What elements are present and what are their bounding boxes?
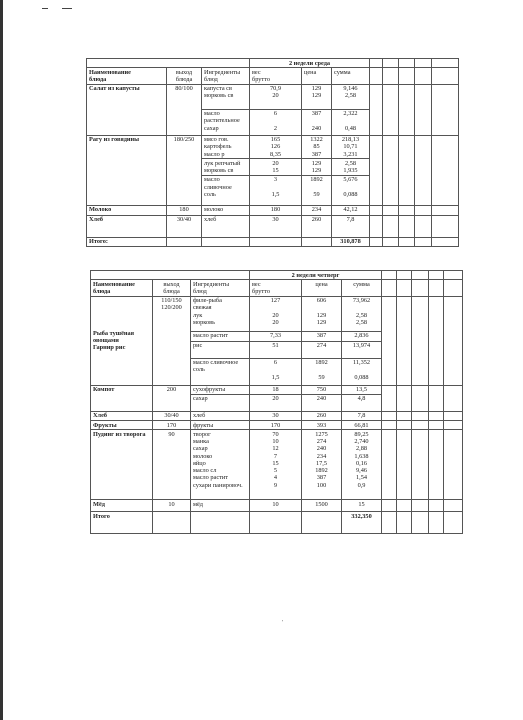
- ingredient: рис: [191, 341, 250, 358]
- dish-yield: 30/40: [153, 411, 191, 420]
- dish-name: Рагу из говядины: [87, 135, 167, 205]
- price: 1322 85 387: [302, 135, 332, 159]
- sum: 66,81: [342, 421, 382, 430]
- ingredient: капуста св морковь св: [202, 84, 250, 109]
- weight: 6 2: [250, 109, 302, 135]
- table-row: [91, 296, 463, 331]
- header-name: Наименование блюда: [91, 280, 153, 296]
- header-weight: вес брутто: [250, 68, 302, 84]
- weight: 20: [250, 394, 302, 411]
- dish-name: Хлеб: [91, 411, 153, 420]
- header-price: цена: [302, 280, 342, 296]
- dish-yield: 30/40: [167, 215, 202, 237]
- dish-yield: 110/150 120/200: [153, 296, 191, 385]
- price: 234: [302, 205, 332, 215]
- table-row: [87, 215, 459, 237]
- ingredient: сухофрукты: [191, 385, 250, 394]
- top-mark: [62, 8, 72, 9]
- weight: 70 10 12 7 15 5 4 9: [250, 430, 302, 500]
- price: 129 129: [302, 84, 332, 109]
- header-yield: выход блюда: [153, 280, 191, 296]
- price: 393: [302, 421, 342, 430]
- weight: 30: [250, 215, 302, 237]
- dish-yield: 180: [167, 205, 202, 215]
- ingredient: фрукты: [191, 421, 250, 430]
- price: 1892 59: [302, 358, 342, 385]
- ingredient: сахар: [191, 394, 250, 411]
- weight: 7,33: [250, 331, 302, 341]
- ingredient: масло растительное сахар: [202, 109, 250, 135]
- weight: 6 1,5: [250, 358, 302, 385]
- header-name: Наименование блюда: [87, 68, 167, 84]
- table-row: [87, 84, 459, 109]
- weight: 127 20 20: [250, 296, 302, 331]
- weight: 51: [250, 341, 302, 358]
- ingredient: хлеб: [191, 411, 250, 420]
- sum: 5,676 0,088: [332, 175, 370, 205]
- sum: 2,58 1,935: [332, 159, 370, 175]
- table-row: [87, 135, 459, 159]
- sum: 11,352 0,088: [342, 358, 382, 385]
- ingredient: хлеб: [202, 215, 250, 237]
- top-mark: [42, 8, 48, 9]
- price: 129 129: [302, 159, 332, 175]
- dish-name: Пудинг из творога: [91, 430, 153, 500]
- weight: 70,9 20: [250, 84, 302, 109]
- weight: 30: [250, 411, 302, 420]
- table-title: 2 недели среда: [250, 59, 370, 68]
- ingredient: мёд: [191, 500, 250, 512]
- header-ingredients: Ингредиенты блюд: [202, 68, 250, 84]
- weight: 10: [250, 500, 302, 512]
- dish-yield: 170: [153, 421, 191, 430]
- dish-name: Рыба тушёная овощами Гарнир рис: [91, 296, 153, 385]
- price: 1275 274 240 234 17,5 1892 387 100: [302, 430, 342, 500]
- table-title: 2 недели четверг: [250, 271, 382, 280]
- table-row: [91, 385, 463, 394]
- menu-table-thursday: [90, 270, 463, 534]
- header-yield: выход блюда: [167, 68, 202, 84]
- total-label: Итого: [91, 512, 153, 534]
- dish-yield: 80/100: [167, 84, 202, 135]
- title-row: [87, 59, 459, 68]
- margin-mark: ': [282, 620, 284, 626]
- sum: 7,8: [332, 215, 370, 237]
- ingredient: мясо гов. картофель масло р: [202, 135, 250, 159]
- dish-name: Мёд: [91, 500, 153, 512]
- total-label: Итого:: [87, 237, 167, 246]
- total-sum: 310,878: [332, 237, 370, 246]
- header-weight: вес брутто: [250, 280, 302, 296]
- header-price: цена: [302, 68, 332, 84]
- sum: 7,8: [342, 411, 382, 420]
- sum: 15: [342, 500, 382, 512]
- weight: 180: [250, 205, 302, 215]
- dish-yield: 10: [153, 500, 191, 512]
- table-row: [91, 500, 463, 512]
- sum: 42,12: [332, 205, 370, 215]
- header-sum: сумма: [332, 68, 370, 84]
- dish-name: Компот: [91, 385, 153, 411]
- dish-yield: 200: [153, 385, 191, 411]
- table-row: [91, 421, 463, 430]
- price: 1892 59: [302, 175, 332, 205]
- ingredient: молоко: [202, 205, 250, 215]
- price: 750: [302, 385, 342, 394]
- header-ingredients: Ингредиенты блюд: [191, 280, 250, 296]
- table-row: [87, 205, 459, 215]
- sum: 218,13 10,71 3,231: [332, 135, 370, 159]
- page-edge: [0, 0, 3, 720]
- title-row: [91, 271, 463, 280]
- weight: 3 1,5: [250, 175, 302, 205]
- price: 260: [302, 411, 342, 420]
- sum: 13,974: [342, 341, 382, 358]
- header-row: [87, 68, 459, 84]
- weight: 20 15: [250, 159, 302, 175]
- total-sum: 332,350: [342, 512, 382, 534]
- dish-name: Салат из капусты: [87, 84, 167, 135]
- ingredient: масло сливочное соль: [202, 175, 250, 205]
- ingredient: лук репчатый морковь св: [202, 159, 250, 175]
- dish-name: Фрукты: [91, 421, 153, 430]
- price: 606 129 129: [302, 296, 342, 331]
- price: 1500: [302, 500, 342, 512]
- ingredient: масло растит: [191, 331, 250, 341]
- menu-table-wednesday: [86, 58, 459, 247]
- weight: 170: [250, 421, 302, 430]
- sum: 2,836: [342, 331, 382, 341]
- header-sum: сумма: [342, 280, 382, 296]
- price: 274: [302, 341, 342, 358]
- dish-yield: 90: [153, 430, 191, 500]
- sum: 9,146 2,58: [332, 84, 370, 109]
- header-row: [91, 280, 463, 296]
- total-row: [91, 512, 463, 534]
- sum: 4,8: [342, 394, 382, 411]
- sum: 13,5: [342, 385, 382, 394]
- sum: 89,25 2,740 2,88 1,638 0,16 9,46 1,54 0,9: [342, 430, 382, 500]
- ingredient: творог манка сахар молоко яйцо масло сл масло растит сухари панировоч.: [191, 430, 250, 500]
- ingredient: филе-рыба свежая лук морковь: [191, 296, 250, 331]
- table-row: [91, 430, 463, 500]
- price: 240: [302, 394, 342, 411]
- dish-yield: 180/250: [167, 135, 202, 205]
- sum: 73,962 2,58 2,58: [342, 296, 382, 331]
- weight: 18: [250, 385, 302, 394]
- price: 387: [302, 331, 342, 341]
- dish-name: Молоко: [87, 205, 167, 215]
- table-row: [91, 411, 463, 420]
- price: 387 240: [302, 109, 332, 135]
- weight: 165 126 8,35: [250, 135, 302, 159]
- dish-name: Хлеб: [87, 215, 167, 237]
- price: 260: [302, 215, 332, 237]
- ingredient: масло сливочное соль: [191, 358, 250, 385]
- total-row: [87, 237, 459, 246]
- sum: 2,322 0,48: [332, 109, 370, 135]
